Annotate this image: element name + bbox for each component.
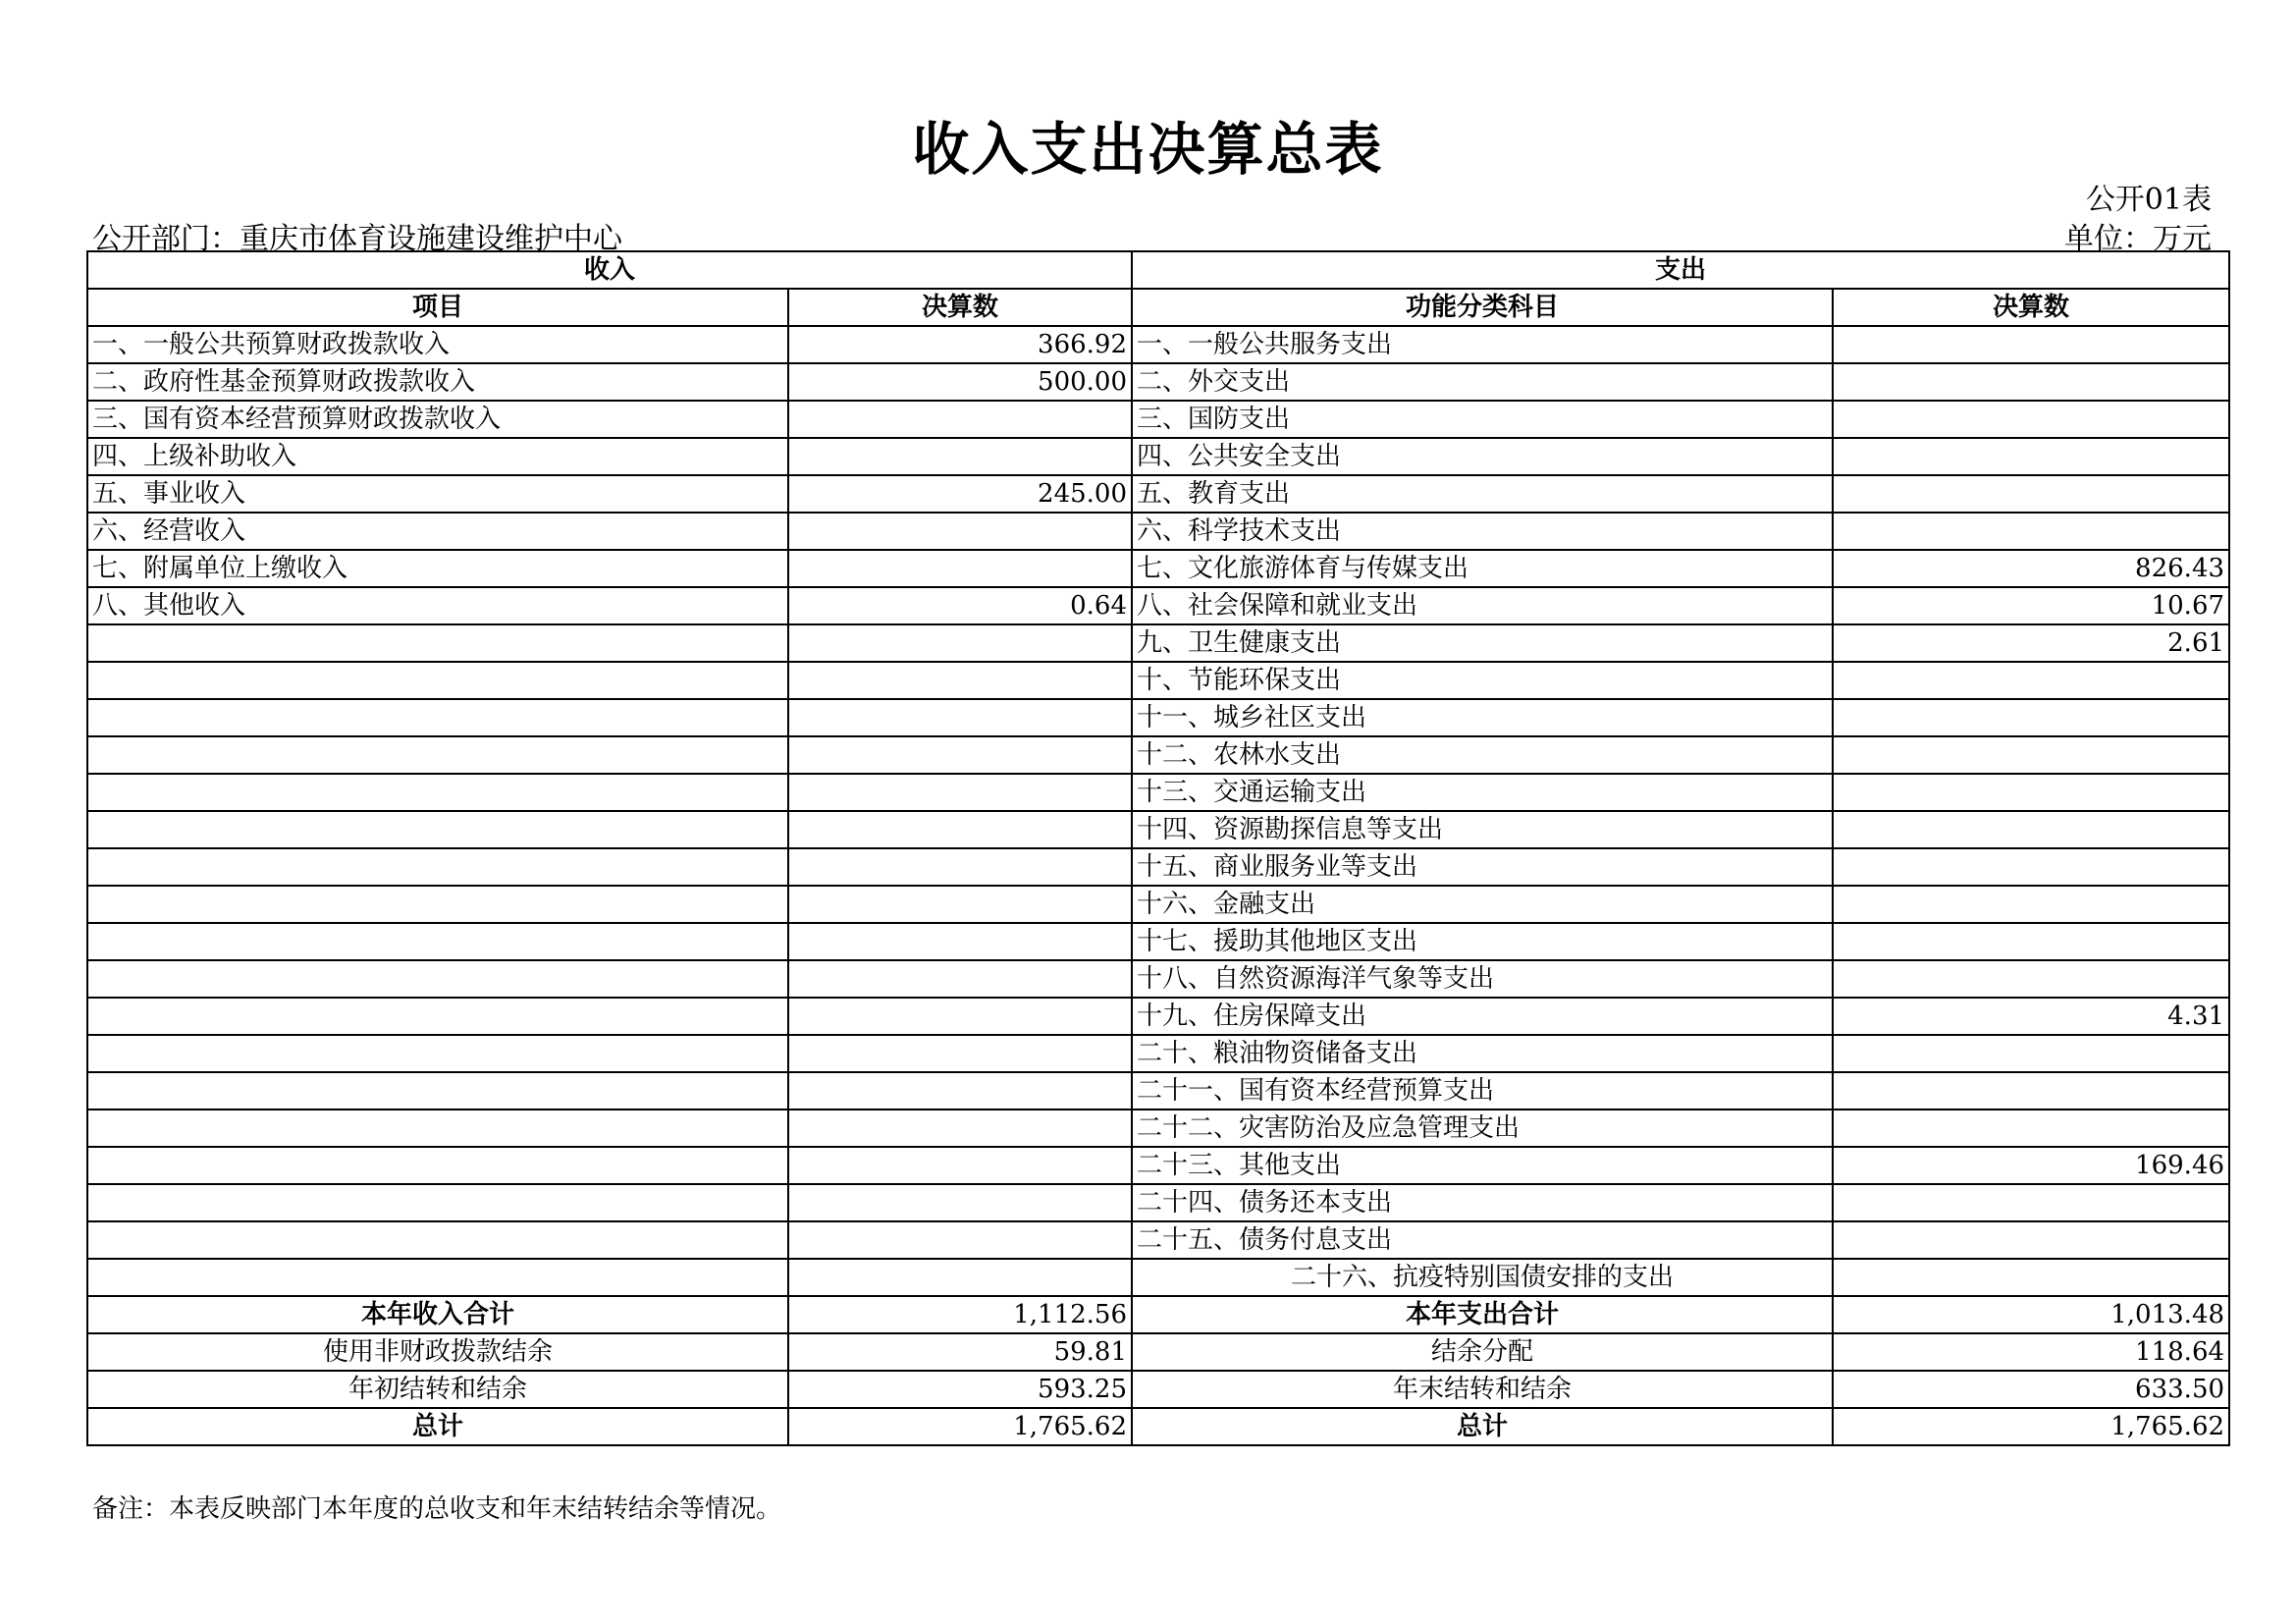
income-item-cell: 七、附属单位上缴收入 <box>87 550 788 587</box>
income-amount-cell <box>788 811 1132 848</box>
income-amount-cell <box>788 774 1132 811</box>
income-amount-cell <box>788 401 1132 438</box>
income-item-cell: 一、一般公共预算财政拨款收入 <box>87 326 788 363</box>
expense-amount-cell <box>1833 848 2229 886</box>
expense-amount-cell: 633.50 <box>1833 1371 2229 1408</box>
income-item-cell <box>87 1221 788 1259</box>
income-amount-cell: 245.00 <box>788 475 1132 513</box>
column-header-item: 项目 <box>87 289 788 326</box>
table-row <box>87 363 2229 401</box>
income-item-cell: 年初结转和结余 <box>87 1371 788 1408</box>
income-amount-cell <box>788 513 1132 550</box>
expense-amount-cell <box>1833 438 2229 475</box>
table-row <box>87 550 2229 587</box>
income-item-cell <box>87 998 788 1035</box>
expense-amount-cell: 169.46 <box>1833 1147 2229 1184</box>
income-item-cell: 本年收入合计 <box>87 1296 788 1333</box>
expense-amount-cell <box>1833 662 2229 699</box>
income-header: 收入 <box>87 251 1132 289</box>
expense-item-cell: 二十五、债务付息支出 <box>1132 1221 1833 1259</box>
expense-item-cell: 十、节能环保支出 <box>1132 662 1833 699</box>
expense-item-cell: 总计 <box>1132 1408 1833 1445</box>
expense-amount-cell <box>1833 326 2229 363</box>
income-amount-cell: 59.81 <box>788 1333 1132 1371</box>
expense-amount-cell <box>1833 886 2229 923</box>
table-row <box>87 662 2229 699</box>
income-amount-cell <box>788 736 1132 774</box>
income-amount-cell <box>788 1110 1132 1147</box>
table-row <box>87 774 2229 811</box>
expense-item-cell: 十一、城乡社区支出 <box>1132 699 1833 736</box>
expense-amount-cell <box>1833 1259 2229 1296</box>
summary-row <box>87 1371 2229 1408</box>
income-amount-cell: 366.92 <box>788 326 1132 363</box>
expense-item-cell: 二十六、抗疫特别国债安排的支出 <box>1132 1259 1833 1296</box>
expense-item-cell: 十七、援助其他地区支出 <box>1132 923 1833 960</box>
table-row <box>87 438 2229 475</box>
expense-amount-cell <box>1833 774 2229 811</box>
table-row <box>87 699 2229 736</box>
expense-amount-cell <box>1833 960 2229 998</box>
expense-amount-cell <box>1833 1221 2229 1259</box>
expense-item-cell: 二十三、其他支出 <box>1132 1147 1833 1184</box>
income-amount-cell <box>788 699 1132 736</box>
expense-item-cell: 十二、农林水支出 <box>1132 736 1833 774</box>
income-item-cell <box>87 848 788 886</box>
income-item-cell <box>87 736 788 774</box>
expense-item-cell: 十八、自然资源海洋气象等支出 <box>1132 960 1833 998</box>
expense-item-cell: 九、卫生健康支出 <box>1132 624 1833 662</box>
income-amount-cell <box>788 438 1132 475</box>
expense-item-cell: 五、教育支出 <box>1132 475 1833 513</box>
expense-item-cell: 三、国防支出 <box>1132 401 1833 438</box>
income-item-cell <box>87 960 788 998</box>
expense-item-cell: 八、社会保障和就业支出 <box>1132 587 1833 624</box>
expense-amount-cell <box>1833 363 2229 401</box>
income-amount-cell <box>788 1035 1132 1072</box>
income-item-cell <box>87 811 788 848</box>
income-item-cell: 总计 <box>87 1408 788 1445</box>
income-item-cell <box>87 1184 788 1221</box>
expense-item-cell: 十九、住房保障支出 <box>1132 998 1833 1035</box>
expense-item-cell: 二十二、灾害防治及应急管理支出 <box>1132 1110 1833 1147</box>
table-row <box>87 998 2229 1035</box>
income-item-cell: 三、国有资本经营预算财政拨款收入 <box>87 401 788 438</box>
income-item-cell: 使用非财政拨款结余 <box>87 1333 788 1371</box>
expense-amount-cell <box>1833 1035 2229 1072</box>
expense-amount-cell: 4.31 <box>1833 998 2229 1035</box>
table-row <box>87 923 2229 960</box>
expense-item-cell: 一、一般公共服务支出 <box>1132 326 1833 363</box>
expense-amount-cell: 1,765.62 <box>1833 1408 2229 1445</box>
income-item-cell <box>87 1110 788 1147</box>
table-row <box>87 587 2229 624</box>
expense-amount-cell <box>1833 1184 2229 1221</box>
income-amount-cell <box>788 624 1132 662</box>
expense-item-cell: 二十四、债务还本支出 <box>1132 1184 1833 1221</box>
expense-amount-cell: 826.43 <box>1833 550 2229 587</box>
column-header-amount: 决算数 <box>788 289 1132 326</box>
income-item-cell: 五、事业收入 <box>87 475 788 513</box>
expense-amount-cell: 1,013.48 <box>1833 1296 2229 1333</box>
table-row <box>87 401 2229 438</box>
income-item-cell <box>87 1072 788 1110</box>
department-label: 公开部门：重庆市体育设施建设维护中心 <box>92 222 622 256</box>
summary-row <box>87 1296 2229 1333</box>
income-amount-cell <box>788 923 1132 960</box>
page-title: 收入支出决算总表 <box>912 116 1384 183</box>
table-row <box>87 1072 2229 1110</box>
income-item-cell: 四、上级补助收入 <box>87 438 788 475</box>
expense-item-cell: 七、文化旅游体育与传媒支出 <box>1132 550 1833 587</box>
expense-amount-cell: 2.61 <box>1833 624 2229 662</box>
expense-amount-cell <box>1833 475 2229 513</box>
income-item-cell <box>87 886 788 923</box>
table-row <box>87 848 2229 886</box>
expense-item-cell: 十五、商业服务业等支出 <box>1132 848 1833 886</box>
expense-item-cell: 本年支出合计 <box>1132 1296 1833 1333</box>
table-row <box>87 811 2229 848</box>
expense-item-cell: 二十、粮油物资储备支出 <box>1132 1035 1833 1072</box>
expense-item-cell: 十四、资源勘探信息等支出 <box>1132 811 1833 848</box>
expense-amount-cell <box>1833 811 2229 848</box>
table-row <box>87 326 2229 363</box>
income-amount-cell <box>788 1259 1132 1296</box>
income-item-cell: 二、政府性基金预算财政拨款收入 <box>87 363 788 401</box>
income-item-cell <box>87 662 788 699</box>
expense-item-cell: 十三、交通运输支出 <box>1132 774 1833 811</box>
expense-item-cell: 十六、金融支出 <box>1132 886 1833 923</box>
income-amount-cell <box>788 1147 1132 1184</box>
table-row <box>87 886 2229 923</box>
income-item-cell <box>87 624 788 662</box>
income-expense-table <box>86 250 2230 1446</box>
table-row <box>87 1259 2229 1296</box>
table-row <box>87 1147 2229 1184</box>
income-item-cell <box>87 1147 788 1184</box>
income-amount-cell <box>788 848 1132 886</box>
income-item-cell: 八、其他收入 <box>87 587 788 624</box>
unit-label: 单位：万元 <box>2064 222 2212 256</box>
income-item-cell: 六、经营收入 <box>87 513 788 550</box>
expense-amount-cell <box>1833 401 2229 438</box>
table-row <box>87 1035 2229 1072</box>
table-row <box>87 1110 2229 1147</box>
income-amount-cell <box>788 960 1132 998</box>
income-item-cell <box>87 1259 788 1296</box>
income-amount-cell: 500.00 <box>788 363 1132 401</box>
expense-amount-cell <box>1833 513 2229 550</box>
expense-item-cell: 结余分配 <box>1132 1333 1833 1371</box>
expense-amount-cell <box>1833 736 2229 774</box>
summary-row <box>87 1408 2229 1445</box>
income-amount-cell <box>788 1221 1132 1259</box>
table-row <box>87 1184 2229 1221</box>
income-amount-cell <box>788 550 1132 587</box>
income-item-cell <box>87 923 788 960</box>
table-row <box>87 624 2229 662</box>
expense-amount-cell <box>1833 1110 2229 1147</box>
income-amount-cell <box>788 1072 1132 1110</box>
income-amount-cell <box>788 886 1132 923</box>
expense-amount-cell <box>1833 1072 2229 1110</box>
column-header-amount: 决算数 <box>1833 289 2229 326</box>
income-amount-cell <box>788 1184 1132 1221</box>
expense-amount-cell: 118.64 <box>1833 1333 2229 1371</box>
expense-item-cell: 四、公共安全支出 <box>1132 438 1833 475</box>
footnote: 备注：本表反映部门本年度的总收支和年末结转结余等情况。 <box>92 1494 782 1524</box>
income-amount-cell <box>788 998 1132 1035</box>
form-number: 公开01表 <box>2085 183 2212 217</box>
income-item-cell <box>87 699 788 736</box>
expense-amount-cell <box>1833 699 2229 736</box>
income-item-cell <box>87 774 788 811</box>
table-row <box>87 513 2229 550</box>
expense-item-cell: 二十一、国有资本经营预算支出 <box>1132 1072 1833 1110</box>
income-amount-cell: 1,765.62 <box>788 1408 1132 1445</box>
income-amount-cell: 0.64 <box>788 587 1132 624</box>
table-row <box>87 960 2229 998</box>
column-header-function-item: 功能分类科目 <box>1132 289 1833 326</box>
expense-header: 支出 <box>1132 251 2229 289</box>
income-amount-cell: 593.25 <box>788 1371 1132 1408</box>
table-row <box>87 736 2229 774</box>
table-row <box>87 475 2229 513</box>
income-amount-cell: 1,112.56 <box>788 1296 1132 1333</box>
expense-amount-cell <box>1833 923 2229 960</box>
expense-item-cell: 二、外交支出 <box>1132 363 1833 401</box>
expense-amount-cell: 10.67 <box>1833 587 2229 624</box>
summary-row <box>87 1333 2229 1371</box>
expense-item-cell: 六、科学技术支出 <box>1132 513 1833 550</box>
income-amount-cell <box>788 662 1132 699</box>
table-row <box>87 1221 2229 1259</box>
income-item-cell <box>87 1035 788 1072</box>
expense-item-cell: 年末结转和结余 <box>1132 1371 1833 1408</box>
